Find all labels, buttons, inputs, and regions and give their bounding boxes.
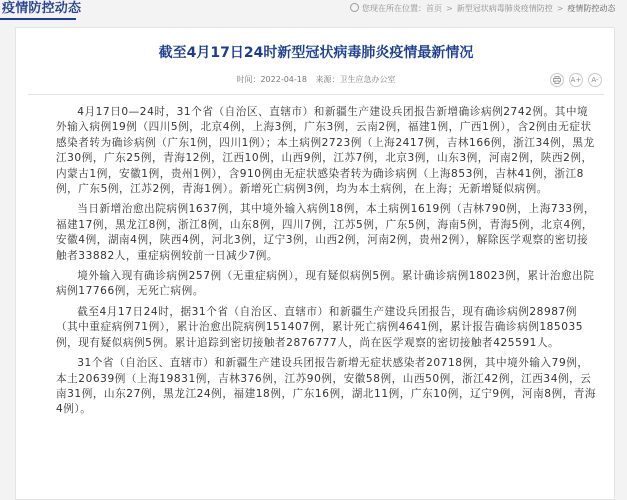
title-divider — [28, 94, 604, 95]
article-paragraph: 境外输入现有确诊病例257例（无重症病例），现有疑似病例5例。累计确诊病例18023例，累计治愈出院病例17766例，无死亡病例。 — [56, 270, 595, 298]
article-card — [15, 27, 615, 500]
font-increase-button[interactable]: A+ — [569, 73, 583, 87]
printer-icon — [553, 76, 561, 84]
article-paragraph: 4月17日0—24时，31个省（自治区、直辖市）和新疆生产建设兵团报告新增确诊病例2742例。其中境外输入病例19例（四川5例，北京4例，上海3例，广东3例，云南2例，福建1例，广西1例），含2例由无症状感染者转为确诊病例（广东1例，四川1例）；本土病例2723例（上海2417例，吉林166例，浙江34例，黑龙江30例，广东25例，青海12例，江西10例，山西9例，江苏7例，北京3例，山东3例，河南2例，陕西2例，内蒙古1例，安徽1例，贵州1例），含910例由无症状感染者转为确诊病例（上海853例，吉林41例，浙江8例，广东5例，江苏2例，青海1例）。新增死亡病例3例，均为本土病例，在上海；无新增疑似病例。 — [56, 106, 595, 196]
breadcrumb-current[interactable]: 疫情防控动态 — [567, 4, 616, 13]
article-body — [56, 105, 598, 423]
breadcrumb-separator: > — [446, 4, 453, 13]
article-meta — [16, 74, 616, 85]
article-source: 来源：卫生应急办公室 — [315, 75, 396, 84]
article-title: 截至4月17日24时新型冠状病毒肺炎疫情最新情况 — [158, 45, 474, 61]
print-button[interactable] — [550, 73, 564, 87]
article-date: 时间：2022-04-18 — [236, 75, 307, 84]
section-title: 疫情防控动态 — [2, 1, 82, 16]
breadcrumb — [350, 3, 615, 15]
breadcrumb-separator: > — [556, 4, 564, 13]
top-bar — [0, 0, 627, 20]
breadcrumb-link-epidemic[interactable]: 新型冠状病毒肺炎疫情防控 — [456, 4, 553, 13]
location-icon — [350, 3, 359, 12]
font-decrease-button[interactable]: A- — [588, 73, 602, 87]
article-paragraph: 截至4月17日24时，据31个省（自治区、直辖市）和新疆生产建设兵团报告，现有确诊病例28987例（其中重症病例71例），累计治愈出院病例151407例，累计死亡病例4641例，累计报告确诊病例185035例，现有疑似病例5例。累计追踪到密切接触者2876777人，尚在医学观察的密切接触者425591人。 — [56, 305, 584, 349]
section-title-underline — [0, 18, 76, 20]
breadcrumb-link-home[interactable]: 首页 — [426, 4, 442, 13]
article-paragraph: 31个省（自治区、直辖市）和新疆生产建设兵团报告新增无症状感染者20718例，其中境外输入79例，本土20639例（上海19831例，吉林376例，江苏90例，安徽58例，山西50例，浙江42例，江西34例，云南31例，山东27例，黑龙江24例，福建18例，广东16例，湖北11例，广东10例，辽宁9例，河南8例，青海4例）。 — [56, 357, 597, 416]
breadcrumb-prefix: 您现在所在位置： — [362, 4, 426, 13]
article-paragraph: 当日新增治愈出院病例1637例，其中境外输入病例18例，本土病例1619例（吉林790例，上海733例，福建17例，黑龙江8例，浙江8例，山东8例，四川7例，江苏5例，广东5例，海南5例，青海5例，北京4例，安徽4例，湖南4例，陕西4例，河北3例，辽宁3例，山西2例，河南2例，贵州2例），解除医学观察的密切接触者33882人，重症病例较前一日减少7例。 — [56, 203, 595, 262]
